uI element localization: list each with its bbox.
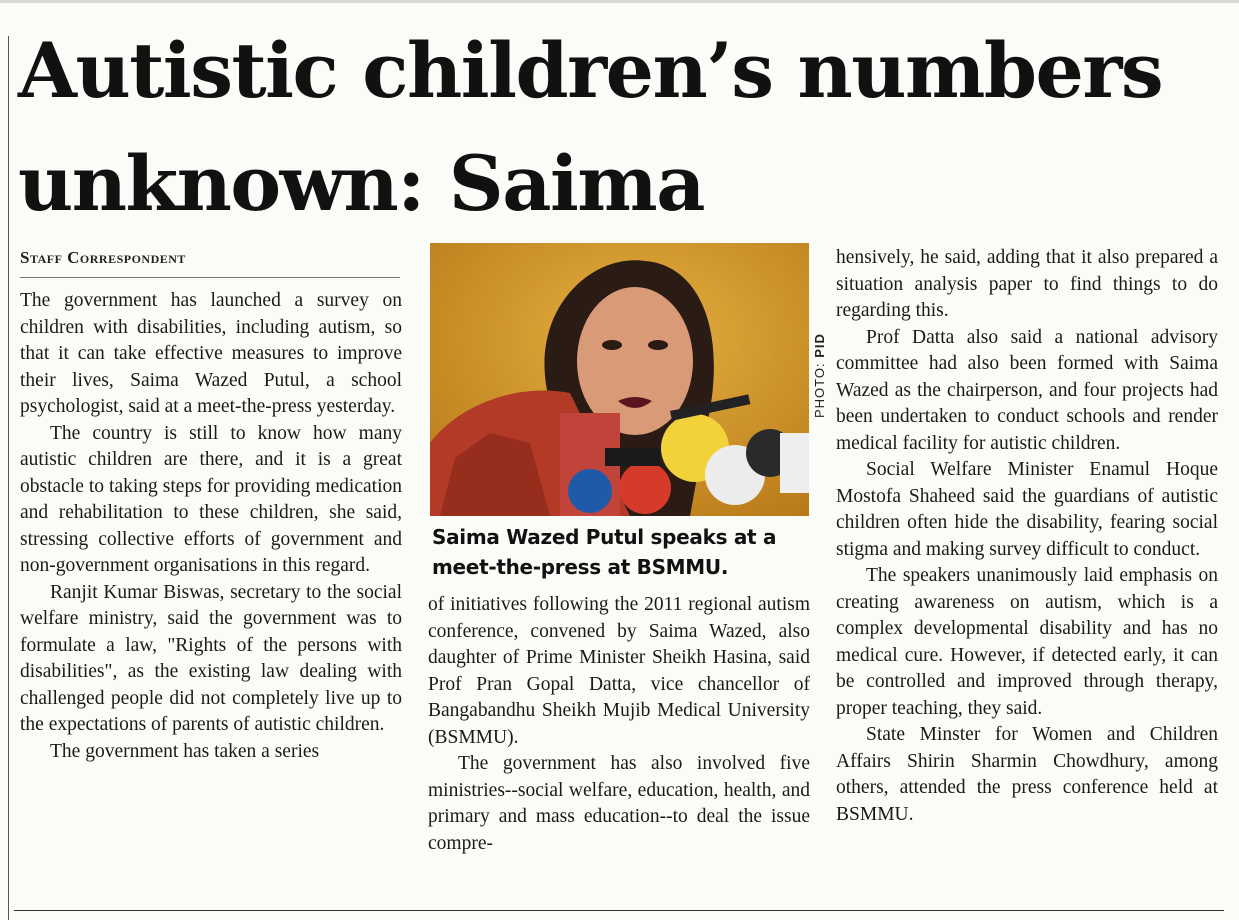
paragraph: The government has launched a survey on children with disabilities, including autism, so that it can take effective measures to improve their lives, Saima Wazed Putul, a school psychologist, said at a meet-the-press yesterday. (20, 290, 402, 417)
paragraph: hensively, he said, adding that it also prepared a situation analysis paper to find things to do regarding this. (836, 247, 1218, 321)
paragraph: The government has also involved five ministries--social welfare, education, health, and primary and mass education--to deal the issue compre- (428, 753, 810, 854)
bottom-rule (14, 910, 1224, 911)
photo-credit-label: PHOTO: (812, 362, 827, 418)
article-column-1 (20, 288, 402, 765)
news-photo (430, 243, 809, 516)
paragraph: Ranjit Kumar Biswas, secretary to the social welfare ministry, said the government was to formulate a law, "Rights of the persons with disabilities", as the existing law dealing with challenged people did not completely live up to the expectations of parents of autistic children. (20, 581, 402, 735)
byline-rule (20, 277, 400, 278)
paragraph: Social Welfare Minister Enamul Hoque Mostofa Shaheed said the guardians of autistic children often hide the disability, fearing social stigma and making survey difficult to conduct. (836, 459, 1218, 560)
article-column-2 (428, 592, 810, 857)
paragraph: The government has taken a series (50, 740, 320, 762)
photo-caption (432, 522, 812, 582)
paragraph: State Minster for Women and Children Affairs Shirin Sharmin Chowdhury, among others, attended the press conference held at BSMMU. (836, 724, 1218, 825)
photo-caption-line-1: Saima Wazed Putul speaks at a (432, 525, 777, 549)
column-rule (8, 36, 9, 920)
headline-line-1: Autistic children’s numbers (18, 26, 1163, 115)
photo-credit (812, 333, 827, 418)
paragraph: Prof Datta also said a national advisory committee had also been formed with Saima Wazed as the chairperson, and four projects had been undertaken to conduct schools and render medical facility for autistic children. (836, 326, 1218, 454)
byline: Staff Correspondent (20, 248, 186, 267)
headline (18, 14, 1233, 240)
photo-caption-line-2: meet-the-press at BSMMU. (432, 555, 729, 579)
top-rule (0, 0, 1239, 3)
article-column-3 (836, 245, 1218, 828)
paragraph: of initiatives following the 2011 regional autism conference, convened by Saima Wazed, also daughter of Prime Minister Sheikh Hasina, said Prof Pran Gopal Datta, vice chancellor of Bangabandhu Sheikh Mujib Medical University (BSMMU). (428, 594, 810, 748)
photo-credit-source: PID (812, 333, 827, 358)
paragraph: The country is still to know how many autistic children are there, and it is a great obstacle to taking steps for providing medication and rehabilitation to these children, she said, stressing collective efforts of government and non-government organisations in this regard. (20, 422, 402, 576)
headline-line-2: unknown: Saima (18, 139, 704, 228)
paragraph: The speakers unanimously laid emphasis on creating awareness on autism, which is a complex developmental disability and has no medical cure. However, if detected early, it can be controlled and improved through therapy, proper teaching, they said. (836, 565, 1218, 719)
